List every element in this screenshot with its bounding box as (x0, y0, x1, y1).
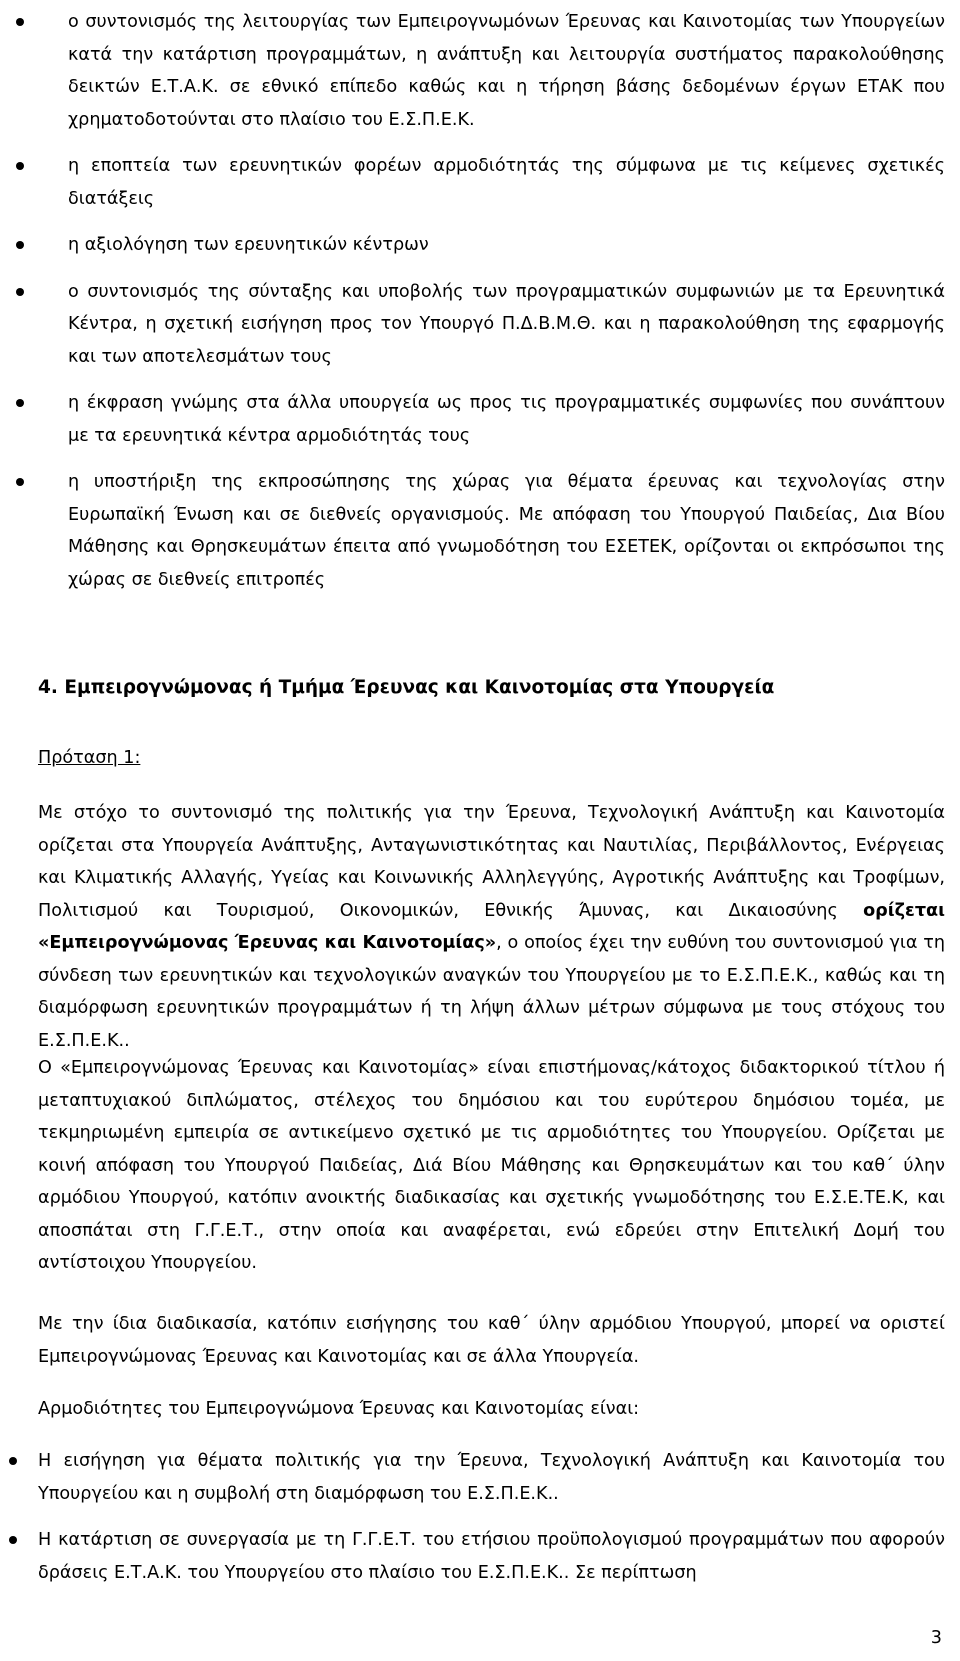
list-item (0, 6, 960, 136)
bullet-dot-icon (9, 1457, 17, 1465)
paragraph-1 (38, 797, 945, 1057)
bullet-dot-icon (16, 288, 24, 296)
paragraph-4: Αρμοδιότητες του Εμπειρογνώμονα Έρευνας και Καινοτομίας είναι: (38, 1399, 640, 1419)
list-item (0, 1445, 960, 1510)
list-item (0, 466, 960, 596)
bullet-dot-icon (16, 241, 24, 249)
paragraph-3: Με την ίδια διαδικασία, κατόπιν εισήγησης του καθ΄ ύλην αρμόδιου Υπουργού, μπορεί να οριστεί Εμπειρογνώμονας Έρευνας και Καινοτομίας και σε άλλα Υπουργεία. (38, 1314, 945, 1367)
list-item-text: η έκφραση γνώμης στα άλλα υπουργεία ως προς τις προγραμματικές συμφωνίες που συνάπτουν με τα ερευνητικά κέντρα αρμοδιότητάς τους (68, 393, 945, 446)
paragraph-1-bold-text: ορίζεται «Εμπειρογνώμονας Έρευνας και Καινοτομίας» (38, 900, 945, 953)
list-item (0, 1524, 960, 1589)
bullet-dot-icon (16, 399, 24, 407)
list-item-text: ο συντονισμός της λειτουργίας των Εμπειρογνωμόνων Έρευνας και Καινοτομίας των Υπουργείων κατά την κατάρτιση προγραμμάτων, η ανάπτυξη και λειτουργία συστήματος παρακολούθησης δεικτών Ε.Τ.Α.Κ. σε εθνικό επίπεδο καθώς και η τήρηση βάσης δεδομένων έργων ΕΤΑΚ που χρηματοδοτούνται στο πλαίσιο του Ε.Σ.Π.Ε.Κ. (68, 12, 945, 130)
bullet-dot-icon (16, 18, 24, 26)
list-item-text: Η κατάρτιση σε συνεργασία με τη Γ.Γ.Ε.Τ. του ετήσιου προϋπολογισμού προγραμμάτων που αφορούν δράσεις Ε.Τ.Α.Κ. του Υπουργείου στο πλαίσιο του Ε.Σ.Π.Ε.Κ.. Σε περίπτωση (38, 1530, 945, 1583)
list-item (0, 229, 960, 262)
list-item-text: η υποστήριξη της εκπροσώπησης της χώρας για θέματα έρευνας και τεχνολογίας στην Ευρωπαϊκή Ένωση και σε διεθνείς οργανισμούς. Με απόφαση του Υπουργού Παιδείας, Δια Βίου Μάθησης και Θρησκευμάτων έπειτα από γνωμοδότηση του ΕΣΕΤΕΚ, ορίζονται οι εκπρόσωποι της χώρας σε διεθνείς επιτροπές (68, 472, 945, 590)
paragraph-1-text-b: , ο οποίος έχει την ευθύνη του συντονισμού για τη σύνδεση των ερευνητικών και τεχνολογικών αναγκών του Υπουργείου με το Ε.Σ.Π.Ε.Κ., καθώς και τη διαμόρφωση ερευνητικών προγραμμάτων ή τη λήψη άλλων μέτρων σύμφωνα με τους στόχους του Ε.Σ.Π.Ε.Κ.. (38, 933, 945, 1051)
list-item (0, 276, 960, 374)
list-item-text: η εποπτεία των ερευνητικών φορέων αρμοδιότητάς της σύμφωνα με τις κείμενες σχετικές διατάξεις (68, 156, 945, 209)
page-number: 3 (930, 1628, 942, 1648)
proposal-label: Πρόταση 1: (38, 748, 141, 768)
section-heading: 4. Εμπειρογνώμονας ή Τμήμα Έρευνας και Καινοτομίας στα Υπουργεία (38, 677, 775, 698)
bullet-dot-icon (16, 478, 24, 486)
bullet-dot-icon (16, 162, 24, 170)
list-item-text: Η εισήγηση για θέματα πολιτικής για την Έρευνα, Τεχνολογική Ανάπτυξη και Καινοτομία του Υπουργείου και η συμβολή στη διαμόρφωση του Ε.Σ.Π.Ε.Κ.. (38, 1451, 945, 1504)
paragraph-1-text-a: Με στόχο το συντονισμό της πολιτικής για την Έρευνα, Τεχνολογική Ανάπτυξη και Καινοτομία ορίζεται στα Υπουργεία Ανάπτυξης, Ανταγωνιστικότητας και Ναυτιλίας, Περιβάλλοντος, Ενέργειας και Κλιματικής Αλλαγής, Υγείας και Κοινωνικής Αλληλεγγύης, Αγροτικής Ανάπτυξης και Τροφίμων, Πολιτισμού και Τουρισμού, Οικονομικών, Εθνικής Άμυνας, και Δικαιοσύνης (38, 803, 945, 921)
list-item-text: η αξιολόγηση των ερευνητικών κέντρων (68, 235, 429, 255)
list-item (0, 150, 960, 215)
list-item (0, 387, 960, 452)
bullet-dot-icon (9, 1536, 17, 1544)
list-item-text: ο συντονισμός της σύνταξης και υποβολής των προγραμματικών συμφωνιών με τα Ερευνητικά Κέντρα, η σχετική εισήγηση προς τον Υπουργό Π.Δ.Β.Μ.Θ. και η παρακολούθηση της εφαρμογής και των αποτελεσμάτων τους (68, 281, 945, 367)
top-bullet-list (0, 6, 960, 596)
paragraph-2: Ο «Εμπειρογνώμονας Έρευνας και Καινοτομίας» είναι επιστήμονας/κάτοχος διδακτορικού τίτλου ή μεταπτυχιακού διπλώματος, στέλεχος του δημόσιου και του ευρύτερου δημόσιου τομέα, με τεκμηριωμένη εμπειρία σε αντικείμενο σχετικό με τις αρμοδιότητες του Υπουργείου. Ορίζεται με κοινή απόφαση του Υπουργού Παιδείας, Διά Βίου Μάθησης και Θρησκευμάτων και του καθ΄ ύλην αρμόδιου Υπουργού, κατόπιν ανοικτής διαδικασίας και σχετικής γνωμοδότησης του Ε.Σ.Ε.ΤΕ.Κ, και αποσπάται στη Γ.Γ.Ε.Τ., στην οποία και αναφέρεται, ενώ εδρεύει στην Επιτελική Δομή του αντίστοιχου Υπουργείου. (38, 1058, 945, 1273)
bottom-bullet-list (0, 1445, 960, 1589)
